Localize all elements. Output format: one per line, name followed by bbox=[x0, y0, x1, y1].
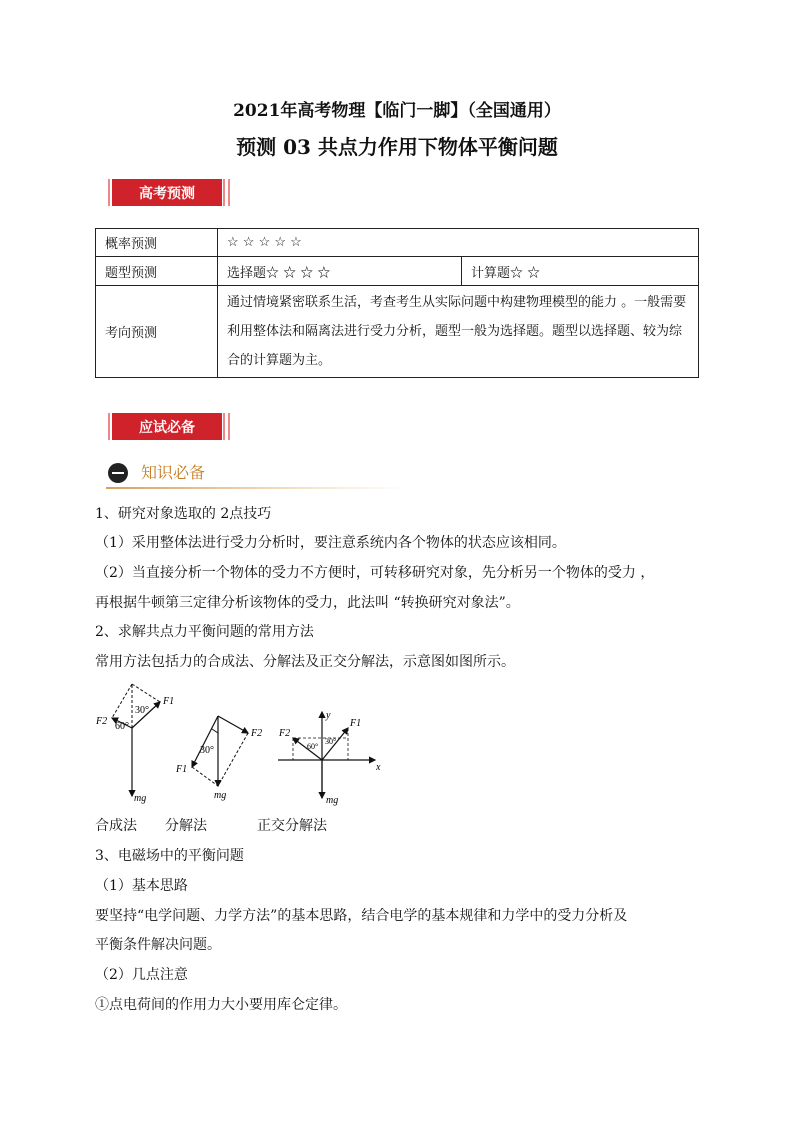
paragraph-9: 要坚持“电学问题、力学方法”的基本思路，结合电学的基本规律和力学中的受力分析及 bbox=[95, 908, 628, 924]
forecast-banner bbox=[108, 179, 232, 206]
f2-label: F2 bbox=[279, 728, 291, 739]
paragraph-2: （1）采用整体法进行受力分析时，要注意系统内各个物体的状态应该相同。 bbox=[95, 535, 566, 551]
f2-label: F2 bbox=[251, 728, 263, 739]
caption-composition: 合成法 bbox=[95, 818, 137, 834]
paragraph-8: （1）基本思路 bbox=[95, 878, 188, 894]
angle-60-label: 60° bbox=[115, 721, 129, 732]
y-axis-label: y bbox=[326, 710, 331, 721]
banner-label: 应试必备 bbox=[112, 413, 222, 440]
paragraph-11: （2）几点注意 bbox=[95, 967, 188, 983]
f2-label: F2 bbox=[96, 716, 108, 727]
document-title: 2021年高考物理【临门一脚】（全国通用） bbox=[233, 101, 561, 121]
f1-label: F1 bbox=[163, 696, 175, 707]
angle-60-label: 60° bbox=[307, 742, 319, 751]
banner-label: 高考预测 bbox=[112, 179, 222, 206]
calculation-question-stars: 计算题☆ ☆ bbox=[462, 257, 699, 286]
caption-decomposition: 分解法 bbox=[165, 818, 207, 834]
document-subtitle: 预测 03 共点力作用下物体平衡问题 bbox=[236, 135, 558, 159]
orthogonal-diagram bbox=[278, 710, 381, 806]
paragraph-7: 3、电磁场中的平衡问题 bbox=[95, 848, 244, 864]
paragraph-3: （2）当直接分析一个物体的受力不方便时，可转移研究对象，先分析另一个物体的受力 ， bbox=[95, 565, 655, 581]
force-diagrams bbox=[90, 676, 390, 810]
prep-banner bbox=[108, 413, 232, 440]
mg-label: mg bbox=[134, 793, 147, 804]
question-type-label: 题型预测 bbox=[96, 257, 218, 286]
paragraph-12: ①点电荷间的作用力大小要用库仑定律。 bbox=[95, 997, 347, 1013]
decomposition-diagram bbox=[175, 716, 262, 801]
composition-diagram bbox=[95, 684, 174, 804]
mg-label: mg bbox=[326, 795, 339, 806]
mg-label: mg bbox=[214, 790, 227, 801]
f1-label: F1 bbox=[176, 764, 188, 775]
angle-30-label: 30° bbox=[325, 737, 337, 746]
direction-label: 考向预测 bbox=[96, 286, 218, 378]
forecast-table bbox=[95, 228, 699, 378]
probability-label: 概率预测 bbox=[96, 229, 218, 257]
paragraph-1: 1、研究对象选取的 2点技巧 bbox=[95, 506, 272, 522]
choice-question-stars: 选择题☆ ☆ ☆ ☆ bbox=[218, 257, 462, 286]
caption-orthogonal: 正交分解法 bbox=[257, 818, 327, 834]
angle-30-label: 30° bbox=[200, 745, 214, 756]
paragraph-10: 平衡条件解决问题。 bbox=[95, 937, 221, 953]
direction-text: 通过情境紧密联系生活，考查考生从实际问题中构建物理模型的能力 。一般需要利用整体法和隔离法进行受力分析，题型一般为选择题。题型以选择题、较为综合的计算题为主。 bbox=[218, 286, 699, 378]
section-underline bbox=[106, 487, 406, 489]
section-title: 知识必备 bbox=[141, 463, 206, 482]
angle-30-label: 30° bbox=[135, 705, 149, 716]
x-axis-label: x bbox=[376, 762, 381, 773]
paragraph-6: 常用方法包括力的合成法、分解法及正交分解法，示意图如图所示。 bbox=[95, 654, 515, 670]
probability-stars: ☆ ☆ ☆ ☆ ☆ bbox=[218, 229, 699, 257]
f1-label: F1 bbox=[350, 718, 362, 729]
paragraph-5: 2、求解共点力平衡问题的常用方法 bbox=[95, 624, 314, 640]
paragraph-4: 再根据牛顿第三定律分析该物体的受力，此法叫 “转换研究对象法”。 bbox=[95, 595, 520, 611]
section-number-icon bbox=[108, 463, 128, 483]
